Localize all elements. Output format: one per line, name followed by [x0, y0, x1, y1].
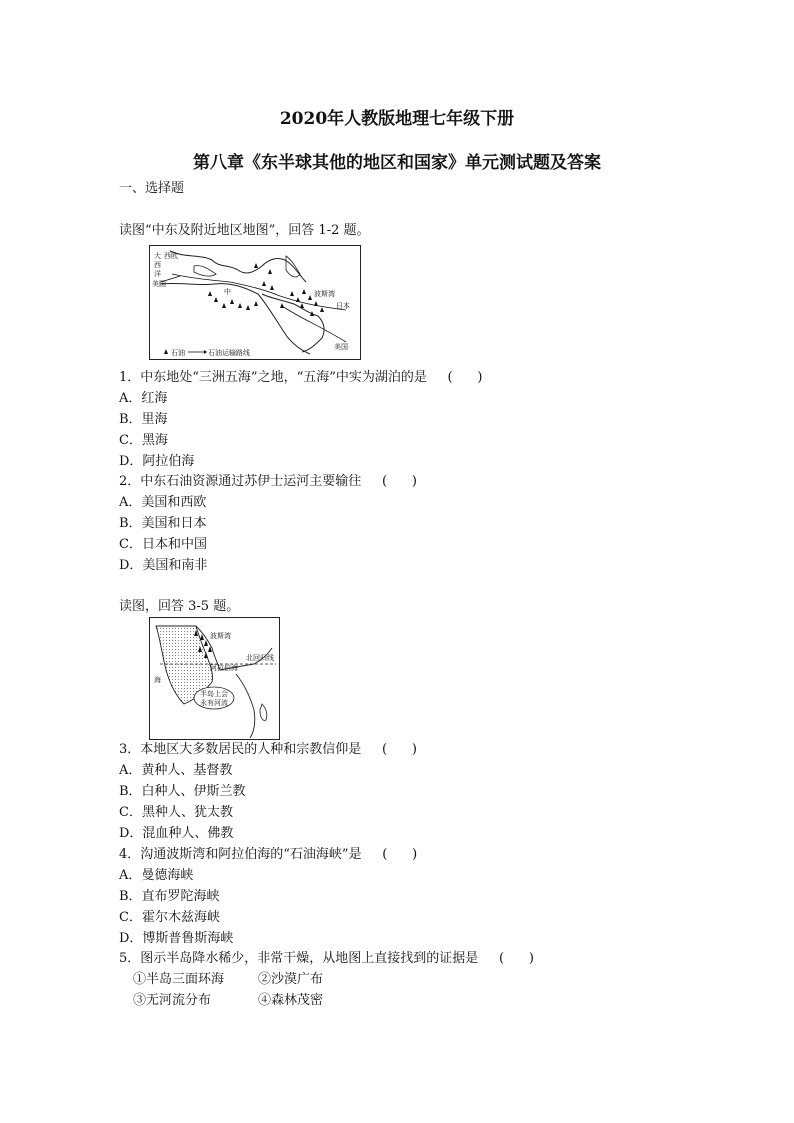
q2-option-c: C．日本和中国 [119, 537, 207, 552]
q3-option-b: B．白种人、伊斯兰教 [119, 784, 246, 799]
q5-statement-3: ③无河流分布 [133, 993, 212, 1008]
map1-label-japan: 日本 [336, 302, 350, 310]
q4-option-a: A．曼德海峡 [119, 868, 194, 883]
q3-option-d: D．混血种人、佛教 [119, 826, 234, 841]
q2-option-b: B．美国和日本 [119, 516, 207, 531]
map1-label-ocean3: 洋 [154, 270, 161, 278]
q5-stem: 5．图示半岛降水稀少，非常干燥，从地图上直接找到的证据是 ( ) [119, 951, 534, 966]
q4-option-d: D．博斯普鲁斯海峡 [119, 931, 234, 946]
arabian-peninsula-map [149, 617, 280, 740]
q1-stem: 1．中东地处“三洲五海”之地，“五海”中实为湖泊的是 ( ) [119, 370, 483, 385]
q2-option-a: A．美国和西欧 [119, 495, 207, 510]
q2-stem: 2．中东石油资源通过苏伊士运河主要输往 ( ) [119, 474, 417, 489]
q4-option-c: C．霍尔木兹海峡 [119, 910, 220, 925]
map2-label-persian: 波斯湾 [210, 632, 231, 640]
q3-option-a: A．黄种人、基督教 [119, 763, 233, 778]
map2-label-tropic: 北回归线 [246, 654, 274, 662]
document-title: 2020年人教版地理七年级下册 [279, 109, 515, 129]
map1-label-ocean2: 西 [154, 261, 161, 269]
arabian-peninsula-map-drawing [150, 618, 279, 739]
group1-intro: 读图“中东及附近地区地图”，回答 1-2 题。 [119, 223, 370, 238]
q4-option-b: B．直布罗陀海峡 [119, 889, 220, 904]
q1-option-a: A．红海 [119, 391, 168, 406]
map2-bubble-line2: 永有河流 [200, 699, 228, 707]
map1-label-zhong: 中 [224, 288, 231, 296]
map1-label-usa-east: 美国 [334, 343, 348, 351]
q1-option-b: B．里海 [119, 412, 168, 427]
q5-statement-4: ④森林茂密 [258, 993, 324, 1008]
map2-bubble-line1: 半岛上会 [200, 690, 228, 698]
q4-stem: 4．沟通波斯湾和阿拉伯海的“石油海峡”是 ( ) [119, 847, 418, 862]
document-subtitle: 第八章《东半球其他的地区和国家》单元测试题及答案 [193, 153, 601, 173]
q3-stem: 3．本地区大多数居民的人种和宗教信仰是 ( ) [119, 742, 417, 757]
map1-label-usa-west: 美国 [152, 280, 166, 288]
group2-intro: 读图，回答 3-5 题。 [119, 599, 240, 614]
q2-option-d: D．美国和南非 [119, 558, 208, 573]
q5-statement-1: ①半岛三面环海 [133, 972, 225, 987]
middle-east-map-drawing [150, 246, 360, 359]
middle-east-map [149, 245, 361, 360]
map1-label-persian: 波斯湾 [314, 290, 335, 298]
section-heading: 一、选择题 [119, 181, 185, 196]
map2-label-sea: 海 [154, 676, 161, 684]
map1-legend-oil: 石油 [171, 349, 185, 357]
q5-statement-2: ②沙漠广布 [258, 972, 324, 987]
map1-label-ocean1: 大 [154, 252, 161, 260]
map1-label-europe: 西欧 [164, 252, 178, 260]
q1-option-c: C．黑海 [119, 433, 168, 448]
map2-label-arabian: 阿拉伯海 [210, 664, 238, 672]
q3-option-c: C．黑种人、犹太教 [119, 805, 233, 820]
map1-legend-route: 石油运输路线 [208, 349, 250, 357]
q1-option-d: D．阿拉伯海 [119, 454, 195, 469]
